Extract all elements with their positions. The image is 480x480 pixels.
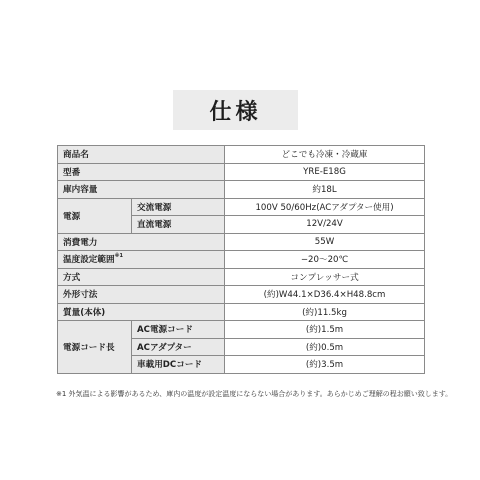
sub-label-adapter: ACアダプター (132, 338, 225, 356)
row-value-temp-range: −20〜20℃ (225, 251, 425, 269)
row-value-method: コンプレッサー式 (225, 268, 425, 286)
sub-label-ac-power: 交流電源 (132, 198, 225, 216)
row-label-method: 方式 (58, 268, 225, 286)
temp-range-label-text: 温度設定範囲 (63, 255, 115, 266)
row-label-weight: 質量(本体) (58, 303, 225, 321)
sub-label-ac-cord: AC電源コード (132, 321, 225, 339)
table-row-weight (58, 303, 425, 321)
row-value-dc-power: 12V/24V (225, 216, 425, 234)
row-value-weight: (約)11.5kg (225, 303, 425, 321)
footnote: ※1 外気温による影響があるため、庫内の温度が設定温度にならない場合があります。あらかじめご理解の程お願い致します。 (56, 390, 453, 398)
row-label-product-name: 商品名 (58, 146, 225, 164)
row-value-adapter: (約)0.5m (225, 338, 425, 356)
row-value-capacity: 約18L (225, 181, 425, 199)
table-row-cord-ac (58, 321, 425, 339)
table-row-capacity (58, 181, 425, 199)
row-value-dc-cord: (約)3.5m (225, 356, 425, 374)
row-value-ac-cord: (約)1.5m (225, 321, 425, 339)
row-value-product-name: どこでも冷凍・冷蔵庫 (225, 146, 425, 164)
table-row-dimensions (58, 286, 425, 304)
row-label-model: 型番 (58, 163, 225, 181)
table-row-power-ac (58, 198, 425, 216)
sub-label-dc-power: 直流電源 (132, 216, 225, 234)
table-row-temp-range (58, 251, 425, 269)
title-box (173, 90, 298, 130)
row-label-cord: 電源コード長 (58, 321, 132, 374)
table-row-product-name (58, 146, 425, 164)
row-value-model: YRE-E18G (225, 163, 425, 181)
row-value-consumption: 55W (225, 233, 425, 251)
row-label-power: 電源 (58, 198, 132, 233)
row-label-dimensions: 外形寸法 (58, 286, 225, 304)
table-row-method (58, 268, 425, 286)
row-value-dimensions: (約)W44.1×D36.4×H48.8cm (225, 286, 425, 304)
page-title: 仕様 (209, 99, 262, 125)
table-row-model (58, 163, 425, 181)
row-label-capacity: 庫内容量 (58, 181, 225, 199)
sub-label-dc-cord: 車載用DCコード (132, 356, 225, 374)
spec-table (57, 145, 425, 374)
footnote-mark: ※1 (114, 253, 123, 260)
row-label-temp-range (58, 251, 225, 269)
row-value-ac-power: 100V 50/60Hz(ACアダプター使用) (225, 198, 425, 216)
table-row-consumption (58, 233, 425, 251)
row-label-consumption: 消費電力 (58, 233, 225, 251)
